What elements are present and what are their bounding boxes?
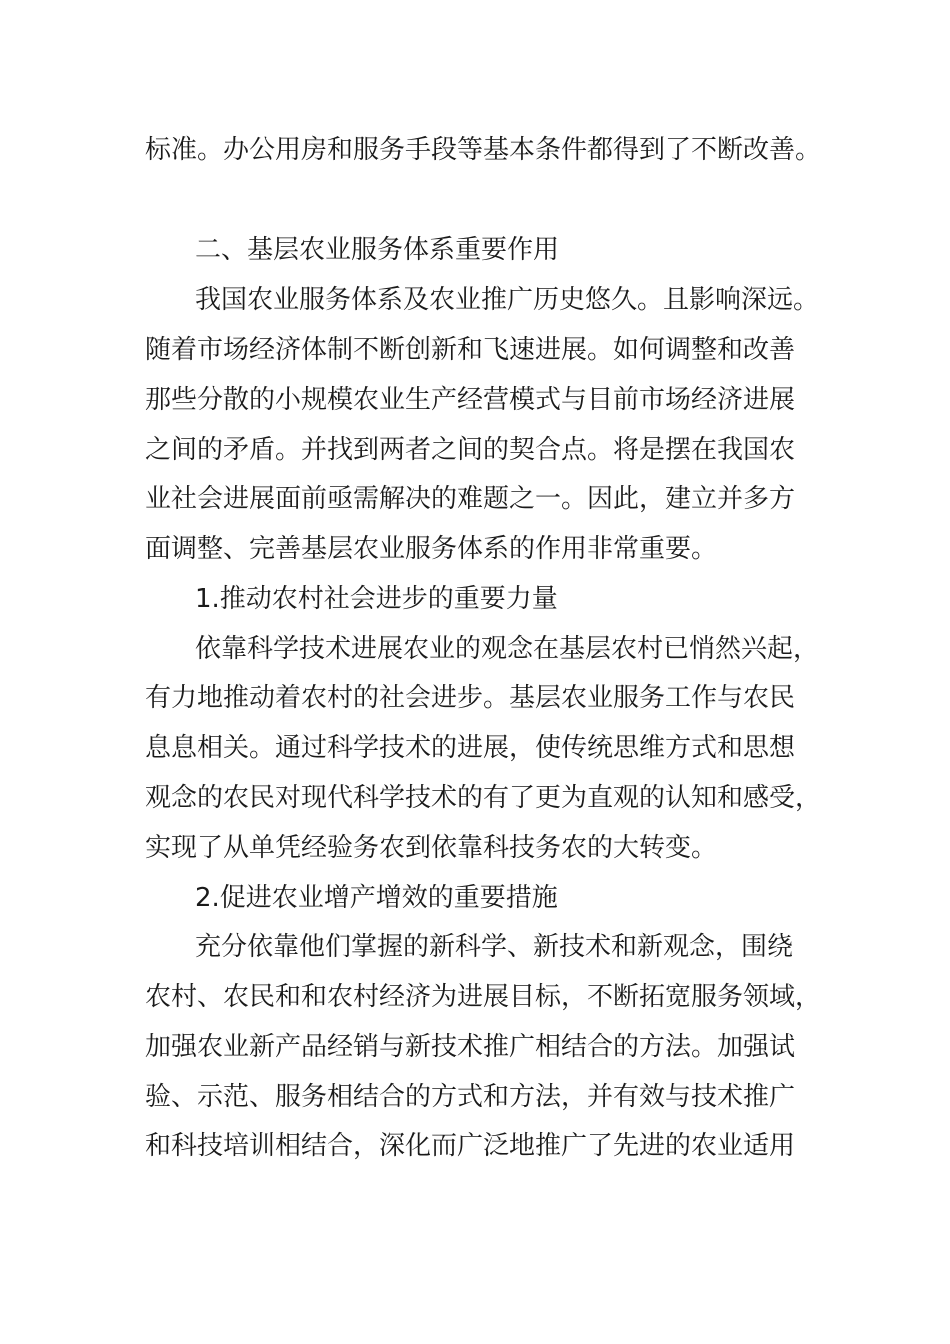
paragraph-line: 我国农业服务体系及农业推广历史悠久。且影响深远。	[195, 285, 820, 315]
paragraph-line: 充分依靠他们掌握的新科学、新技术和新观念，围绕	[195, 932, 794, 962]
subsection-heading: 2.促进农业增产增效的重要措施	[195, 883, 558, 913]
paragraph-line: 观念的农民对现代科学技术的有了更为直观的认知和感受，	[145, 783, 822, 813]
paragraph-line: 面调整、完善基层农业服务体系的作用非常重要。	[145, 534, 718, 564]
paragraph-line: 之间的矛盾。并找到两者之间的契合点。将是摆在我国农	[145, 435, 796, 465]
paragraph-line: 验、示范、服务相结合的方式和方法，并有效与技术推广	[145, 1082, 796, 1112]
paragraph-line: 依靠科学技术进展农业的观念在基层农村已悄然兴起，	[195, 634, 820, 664]
paragraph-line: 农村、农民和和农村经济为进展目标，不断拓宽服务领域，	[145, 982, 822, 1012]
paragraph-line: 有力地推动着农村的社会进步。基层农业服务工作与农民	[145, 683, 796, 713]
paragraph-line: 实现了从单凭经验务农到依靠科技务农的大转变。	[145, 833, 718, 863]
paragraph-line: 业社会进展面前亟需解决的难题之一。因此，建立并多方	[145, 484, 796, 514]
paragraph-line: 和科技培训相结合，深化而广泛地推广了先进的农业适用	[145, 1131, 796, 1161]
paragraph-line: 加强农业新产品经销与新技术推广相结合的方法。加强试	[145, 1032, 796, 1062]
paragraph-line: 那些分散的小规模农业生产经营模式与目前市场经济进展	[145, 385, 796, 415]
paragraph-line: 随着市场经济体制不断创新和飞速进展。如何调整和改善	[145, 335, 796, 365]
section-heading: 二、基层农业服务体系重要作用	[195, 235, 560, 265]
paragraph-line: 息息相关。通过科学技术的进展，使传统思维方式和思想	[145, 733, 796, 763]
paragraph-line: 标准。办公用房和服务手段等基本条件都得到了不断改善。	[145, 135, 822, 165]
subsection-heading: 1.推动农村社会进步的重要力量	[195, 584, 558, 614]
